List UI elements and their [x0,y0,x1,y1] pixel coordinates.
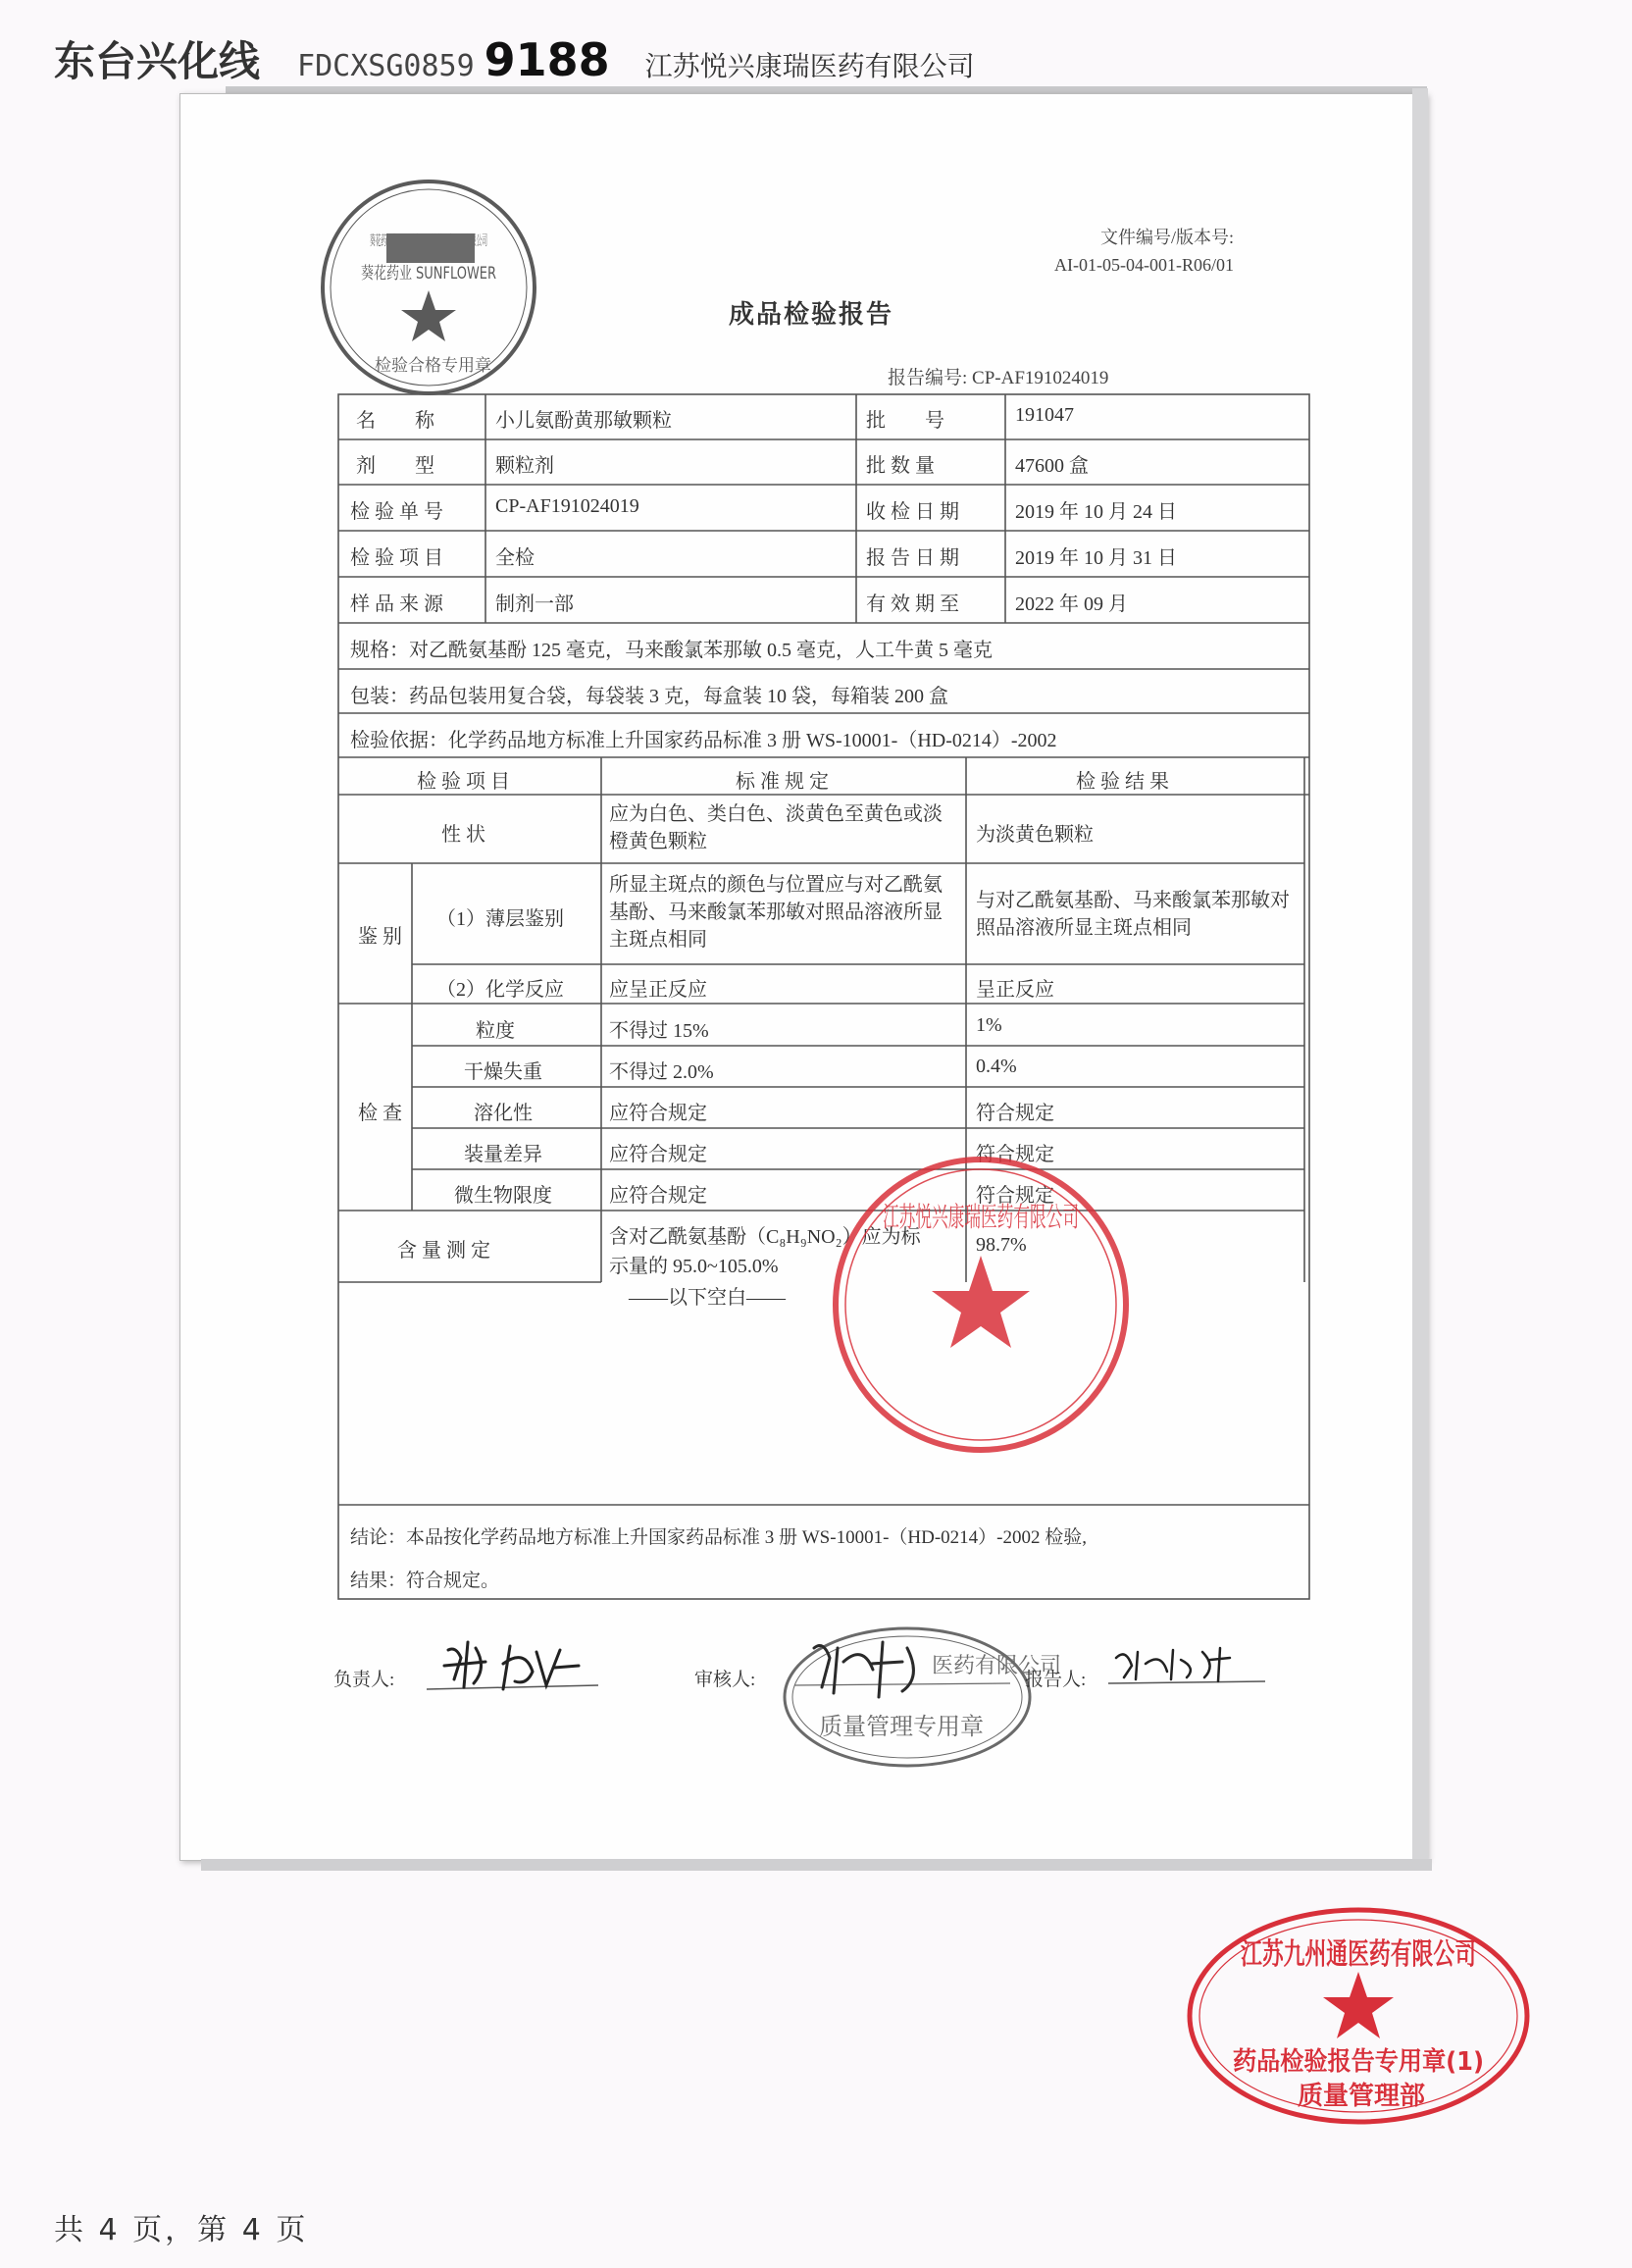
col-header-item: 检 验 项 目 [417,771,510,793]
specification: 规格：对乙酰氨基酚 125 毫克，马来酸氯苯那敏 0.5 毫克，人工牛黄 5 毫克 [350,640,993,661]
item-label: 检 验 项 目 [350,547,443,569]
check-standard: 应符合规定 [609,1185,707,1207]
source-label: 样 品 来 源 [350,593,443,615]
item-value: 全检 [495,547,535,569]
form-label: 剂 型 [356,455,434,477]
sunflower-stamp-ring: 葵花药业集团（重庆）小葵花儿童药业有限公司 [370,233,658,249]
report-number [888,363,1108,389]
blank-below-note: ——以下空白—— [629,1287,786,1309]
order-value: CP-AF191024019 [495,495,639,517]
character-result: 为淡黄色颗粒 [976,824,1094,846]
conclusion-result: 结果：符合规定。 [350,1571,500,1591]
chem-reaction-standard: 应呈正反应 [609,979,707,1001]
report-number-value: CP-AF191024019 [972,368,1109,388]
chem-reaction-label: （2）化学反应 [436,979,564,1001]
check-result: 1% [976,1014,1002,1036]
character-standard: 应为白色、类白色、淡黄色至黄色或淡橙黄色颗粒 [609,803,943,852]
reviewer-label: 审核人: [694,1670,756,1690]
name-label: 名 称 [356,410,434,432]
document-code: FDCXSG0859 [297,49,475,83]
check-standard: 应符合规定 [609,1144,707,1165]
report-title: 成品检验报告 [729,300,894,330]
paper-edge-right [1412,88,1428,1864]
form-value: 颗粒剂 [495,455,554,477]
report-date-label: 报 告 日 期 [866,547,959,569]
check-name: 粒度 [476,1020,515,1042]
jiuzhoutong-stamp-ring: 江苏九州通医药有限公司 [1241,1937,1476,1972]
reporter-label: 报告人: [1025,1670,1087,1690]
jiuzhoutong-stamp-line1: 药品检验报告专用章(1) [1233,2047,1504,2077]
batch-label: 批 号 [866,410,944,432]
route-name: 东台兴化线 [54,37,261,85]
assay-standard-line1: 含对乙酰氨基酚（C₈H₉NO₂）应为标 [609,1226,921,1248]
yuexing-company-stamp [824,1148,1138,1462]
sunflower-stamp-inner: 检验合格专用章 [375,356,491,376]
jiuzhoutong-stamp-line2: 质量管理部 [1298,2082,1426,2111]
responsible-label: 负责人: [333,1670,395,1690]
receive-date-value: 2019 年 10 月 24 日 [1015,501,1177,523]
check-name: 溶化性 [474,1103,533,1124]
sunflower-qc-stamp [316,175,658,400]
check-standard: 不得过 15% [609,1020,709,1042]
assay-label: 含 量 测 定 [397,1240,490,1262]
check-result: 符合规定 [976,1185,1054,1207]
packaging: 包装：药品包装用复合袋，每袋装 3 克，每盒装 10 袋，每箱装 200 盒 [350,686,948,707]
paper-edge-bottom [201,1859,1432,1871]
review-stamp-ring: 医药有限公司 [932,1654,1062,1678]
expiry-label: 有 效 期 至 [866,593,959,615]
col-header-result: 检 验 结 果 [1076,771,1169,793]
product-name: 小儿氨酚黄那敏颗粒 [495,410,672,432]
reporter-signature [1108,1638,1265,1697]
quantity-label: 批 数 量 [866,455,935,477]
order-label: 检 验 单 号 [350,501,443,523]
responsible-signature [417,1628,613,1707]
sunflower-brand: 葵花药业 SUNFLOWER [361,264,497,284]
report-number-label: 报告编号: [888,368,968,388]
doc-version-value: AI-01-05-04-001-R06/01 [1054,255,1234,275]
doc-version-label: 文件编号/版本号: [1099,228,1234,247]
chem-reaction-result: 呈正反应 [976,979,1054,1001]
receive-date-label: 收 检 日 期 [866,501,959,523]
identification-label: 鉴 别 [358,926,402,948]
check-standard: 不得过 2.0% [609,1061,714,1083]
col-header-standard: 标 准 规 定 [736,771,829,793]
test-basis: 检验依据：化学药品地方标准上升国家药品标准 3 册 WS-10001-（HD-0214）-2002 [350,730,1057,751]
document-number: 9188 [484,33,610,86]
check-result: 符合规定 [976,1103,1054,1124]
assay-standard-line2: 示量的 95.0~105.0% [609,1256,779,1277]
character-label: 性 状 [441,824,485,846]
check-name: 干燥失重 [464,1061,542,1083]
page-header [54,29,975,88]
check-result: 符合规定 [976,1144,1054,1165]
check-name: 装量差异 [464,1144,542,1165]
report-date-value: 2019 年 10 月 31 日 [1015,547,1177,569]
inspection-label: 检 查 [358,1103,402,1124]
doc-version [1054,224,1234,279]
check-result: 0.4% [976,1056,1017,1077]
source-value: 制剂一部 [495,593,574,615]
assay-result: 98.7% [976,1234,1027,1256]
jiuzhoutong-qa-stamp [1182,1903,1535,2129]
page-footer: 共 4 页，第 4 页 [54,2213,309,2247]
batch-value: 191047 [1015,404,1074,426]
expiry-value: 2022 年 09 月 [1015,593,1128,615]
check-standard: 应符合规定 [609,1103,707,1124]
conclusion-text: 结论：本品按化学药品地方标准上升国家药品标准 3 册 WS-10001-（HD-0214）-2002 检验, [350,1527,1088,1548]
red-stamp-ring: 江苏悦兴康瑞医药有限公司 [883,1201,1079,1233]
tlc-label: （1）薄层鉴别 [436,908,564,930]
tlc-standard: 所显主斑点的颜色与位置应与对乙酰氨基酚、马来酸氯苯那敏对照品溶液所显主斑点相同 [609,874,943,951]
check-name: 微生物限度 [454,1185,552,1207]
quantity-value: 47600 盒 [1015,455,1089,477]
company-name: 江苏悦兴康瑞医药有限公司 [644,50,975,82]
review-stamp-inner: 质量管理专用章 [819,1713,984,1740]
tlc-result: 与对乙酰氨基酚、马来酸氯苯那敏对照品溶液所显主斑点相同 [976,890,1290,939]
